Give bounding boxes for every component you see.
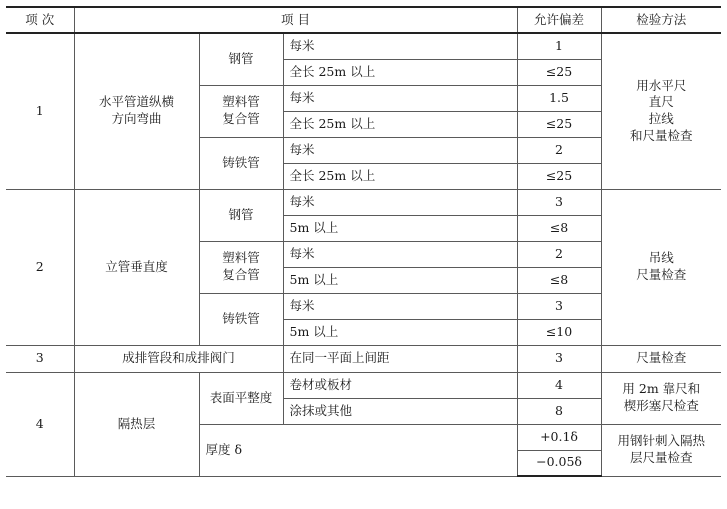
method-line: 用水平尺: [636, 77, 687, 93]
row-desc: 全长 25m 以上: [283, 59, 517, 85]
tolerance-value: 3: [517, 293, 601, 319]
method-line: 层尺量检查: [630, 450, 693, 465]
tolerance-value: ≤25: [517, 59, 601, 85]
item-number-1: 1: [6, 33, 74, 189]
tolerance-value: 2: [517, 241, 601, 267]
header-tolerance: 允许偏差: [517, 7, 601, 33]
row-desc: 每米: [283, 137, 517, 163]
flatness-label: 表面平整度: [199, 372, 283, 424]
table-row: [6, 189, 721, 215]
tolerance-value: 4: [517, 372, 601, 398]
method-line: 用 2m 靠尺和: [622, 381, 701, 397]
tolerance-value: 1.5: [517, 85, 601, 111]
tolerance-value: +0.1δ: [517, 424, 601, 450]
row-desc: 5m 以上: [283, 267, 517, 293]
header-item: 项 目: [74, 7, 517, 33]
header-method: 检验方法: [601, 7, 721, 33]
material-line: 塑料管: [222, 94, 260, 110]
item-name-1: [74, 33, 199, 189]
tolerance-value: 8: [517, 398, 601, 424]
method-line: 尺量检查: [636, 267, 687, 282]
material-steel-2: 钢管: [199, 189, 283, 241]
tolerance-value: 2: [517, 137, 601, 163]
method-line: 和尺量检查: [630, 128, 693, 144]
table-row: [6, 372, 721, 398]
row-desc: 每米: [283, 85, 517, 111]
tolerance-value: 3: [517, 345, 601, 372]
method-4a: [601, 372, 721, 424]
table-row: [6, 33, 721, 59]
material-castiron-1: 铸铁管: [199, 137, 283, 189]
item-number-3: 3: [6, 345, 74, 372]
tolerance-table: [6, 6, 721, 477]
tolerance-value: 1: [517, 33, 601, 59]
tolerance-value: 3: [517, 189, 601, 215]
material-steel-1: 钢管: [199, 33, 283, 85]
item-number-4: 4: [6, 372, 74, 476]
material-plastic-1: [199, 85, 283, 137]
row-desc: 全长 25m 以上: [283, 111, 517, 137]
header-row: [6, 7, 721, 33]
row-desc: 卷材或板材: [283, 372, 517, 398]
method-1: [601, 33, 721, 189]
tolerance-value: ≤8: [517, 215, 601, 241]
tolerance-value: ≤8: [517, 267, 601, 293]
material-line: 塑料管: [222, 250, 260, 266]
item-name-2: 立管垂直度: [74, 189, 199, 345]
item-number-2: 2: [6, 189, 74, 345]
method-line: 楔形塞尺检查: [623, 398, 699, 413]
row-desc: 每米: [283, 189, 517, 215]
item-name-4: 隔热层: [74, 372, 199, 476]
method-2: [601, 189, 721, 345]
row-desc: 每米: [283, 33, 517, 59]
row-desc: 每米: [283, 293, 517, 319]
header-item-no: 项 次: [6, 7, 74, 33]
item-name-3: 成排管段和成排阀门: [74, 345, 283, 372]
table-row: [6, 345, 721, 372]
material-plastic-2: [199, 241, 283, 293]
row-desc: 5m 以上: [283, 215, 517, 241]
material-line: 复合管: [222, 111, 260, 126]
thickness-label: 厚度 δ: [199, 424, 517, 476]
method-line: 直尺: [648, 94, 674, 110]
tolerance-value: −0.05δ: [517, 450, 601, 476]
item-name-line: 水平管道纵横: [98, 94, 174, 110]
material-castiron-2: 铸铁管: [199, 293, 283, 345]
method-line: 吊线: [648, 250, 674, 266]
method-3: 尺量检查: [601, 345, 721, 372]
row-desc: 每米: [283, 241, 517, 267]
method-4b: [601, 424, 721, 476]
method-line: 拉线: [648, 111, 674, 127]
item-name-line: 方向弯曲: [111, 111, 162, 127]
row-desc: 在同一平面上间距: [283, 345, 517, 372]
row-desc: 5m 以上: [283, 319, 517, 345]
method-line: 用钢针刺入隔热: [617, 433, 706, 449]
tolerance-value: ≤25: [517, 111, 601, 137]
material-line: 复合管: [222, 267, 260, 282]
row-desc: 涂抹或其他: [283, 398, 517, 424]
row-desc: 全长 25m 以上: [283, 163, 517, 189]
tolerance-value: ≤10: [517, 319, 601, 345]
tolerance-value: ≤25: [517, 163, 601, 189]
